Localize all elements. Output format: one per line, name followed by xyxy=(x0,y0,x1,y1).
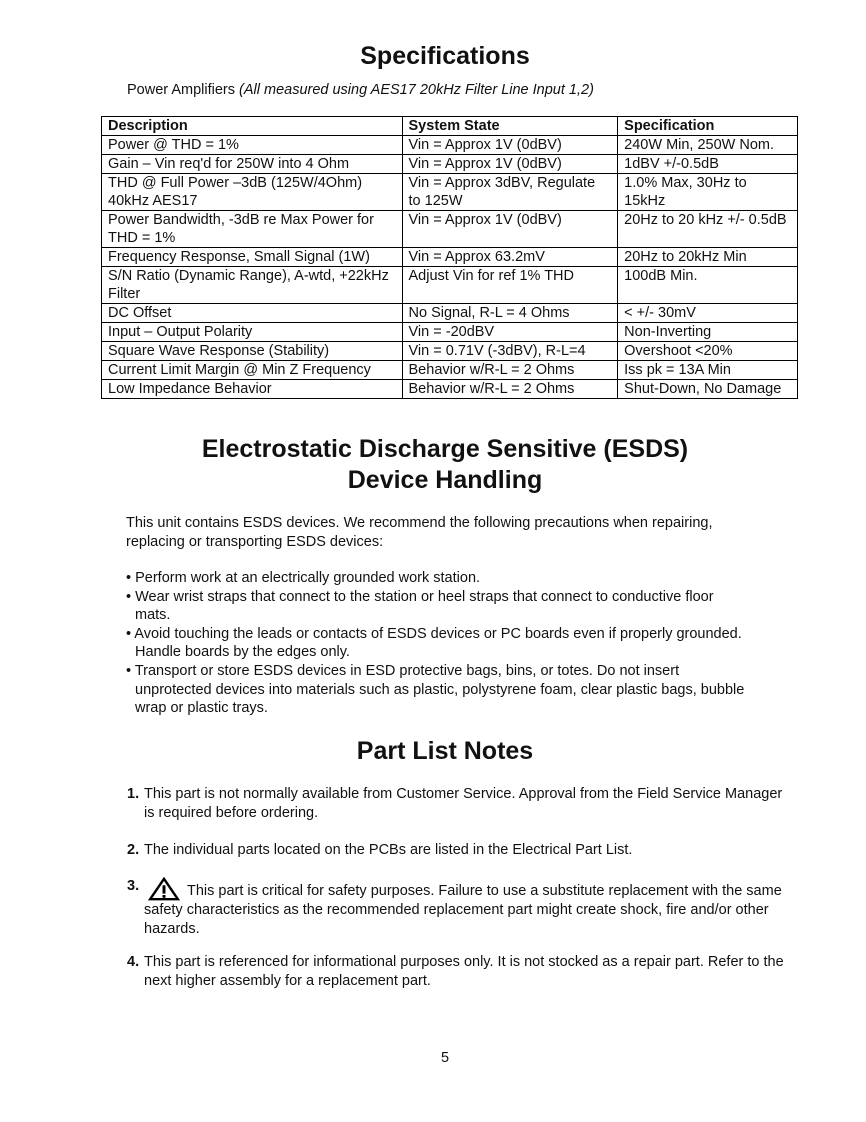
table-row xyxy=(102,323,798,342)
cell-description: Current Limit Margin @ Min Z Frequency xyxy=(102,361,403,380)
note-text: This part is critical for safety purposes. Failure to use a substitute replacement with the same safety characteristics as the recommended replacement part might create shock, fire and/or other hazards. xyxy=(144,883,782,937)
cell-system-state: Vin = Approx 1V (0dBV) xyxy=(402,211,618,248)
list-item: • Transport or store ESDS devices in ESD protective bags, bins, or totes. Do not insert unprotected devices into materials such as plastic, polystyrene foam, clear plastic bags, bubble wrap or plastic trays. xyxy=(126,662,745,717)
cell-specification: Shut-Down, No Damage xyxy=(618,380,798,399)
cell-specification: 1.0% Max, 30Hz to 15kHz xyxy=(618,174,798,211)
note-text-container xyxy=(127,877,792,939)
cell-system-state: Behavior w/R-L = 2 Ohms xyxy=(402,380,618,399)
note-item xyxy=(127,953,792,991)
cell-description: Gain – Vin req'd for 250W into 4 Ohm xyxy=(102,155,403,174)
cell-specification: 240W Min, 250W Nom. xyxy=(618,136,798,155)
list-item: • Wear wrist straps that connect to the station or heel straps that connect to conductive floor mats. xyxy=(126,588,714,624)
esds-title-line2: Device Handling xyxy=(347,466,543,494)
table-row xyxy=(102,304,798,323)
table-header-row xyxy=(102,117,798,136)
cell-description: DC Offset xyxy=(102,304,403,323)
note-item xyxy=(127,877,792,939)
esds-intro: This unit contains ESDS devices. We recommend the following precautions when repairing, replacing or transporting ESDS devices: xyxy=(126,515,713,550)
esds-title xyxy=(0,434,866,496)
cell-system-state: Vin = Approx 1V (0dBV) xyxy=(402,136,618,155)
part-list-notes-title: Part List Notes xyxy=(356,737,534,765)
note-text: The individual parts located on the PCBs are listed in the Electrical Part List. xyxy=(144,842,633,858)
subtitle-note: (All measured using AES17 20kHz Filter Line Input 1,2) xyxy=(239,82,594,98)
cell-specification: < +/- 30mV xyxy=(618,304,798,323)
cell-system-state: Adjust Vin for ref 1% THD xyxy=(402,267,618,304)
table-row xyxy=(102,380,798,399)
cell-system-state: Behavior w/R-L = 2 Ohms xyxy=(402,361,618,380)
list-item: • Perform work at an electrically grounded work station. xyxy=(126,570,481,586)
cell-system-state: Vin = 0.71V (-3dBV), R-L=4 xyxy=(402,342,618,361)
esds-title-line1: Electrostatic Discharge Sensitive (ESDS) xyxy=(201,435,689,463)
note-number: 3. xyxy=(127,878,140,894)
cell-description: Power @ THD = 1% xyxy=(102,136,403,155)
column-header-description: Description xyxy=(102,117,403,136)
esds-precautions-list xyxy=(126,569,751,718)
cell-system-state: Vin = Approx 63.2mV xyxy=(402,248,618,267)
cell-specification: 20Hz to 20kHz Min xyxy=(618,248,798,267)
specifications-table xyxy=(101,116,798,399)
cell-description: S/N Ratio (Dynamic Range), A-wtd, +22kHz Filter xyxy=(102,267,403,304)
table-row xyxy=(102,361,798,380)
list-item: • Avoid touching the leads or contacts of ESDS devices or PC boards even if properly grounded. Handle boards by the edges only. xyxy=(126,625,742,661)
cell-description: Low Impedance Behavior xyxy=(102,380,403,399)
cell-system-state: Vin = -20dBV xyxy=(402,323,618,342)
cell-specification: 1dBV +/-0.5dB xyxy=(618,155,798,174)
cell-system-state: Vin = Approx 1V (0dBV) xyxy=(402,155,618,174)
warning-icon xyxy=(147,877,181,901)
cell-system-state: No Signal, R-L = 4 Ohms xyxy=(402,304,618,323)
note-item xyxy=(127,785,792,823)
column-header-specification: Specification xyxy=(618,117,798,136)
table-row xyxy=(102,267,798,304)
cell-description: Frequency Response, Small Signal (1W) xyxy=(102,248,403,267)
cell-description: Input – Output Polarity xyxy=(102,323,403,342)
table-row xyxy=(102,248,798,267)
cell-specification: 20Hz to 20 kHz +/- 0.5dB xyxy=(618,211,798,248)
cell-specification: 100dB Min. xyxy=(618,267,798,304)
cell-specification: Iss pk = 13A Min xyxy=(618,361,798,380)
column-header-system-state: System State xyxy=(402,117,618,136)
note-number: 2. xyxy=(127,842,140,858)
subtitle-prefix: Power Amplifiers xyxy=(127,82,235,98)
table-row xyxy=(102,155,798,174)
cell-specification: Overshoot <20% xyxy=(618,342,798,361)
note-item xyxy=(127,841,792,860)
page-number: 5 xyxy=(440,1050,450,1066)
cell-description: THD @ Full Power –3dB (125W/4Ohm) 40kHz AES17 xyxy=(102,174,403,211)
cell-description: Power Bandwidth, -3dB re Max Power for THD = 1% xyxy=(102,211,403,248)
table-row xyxy=(102,136,798,155)
specifications-title: Specifications xyxy=(360,42,530,70)
cell-description: Square Wave Response (Stability) xyxy=(102,342,403,361)
note-text: This part is not normally available from Customer Service. Approval from the Field Service Manager is required before ordering. xyxy=(144,786,783,821)
note-text: This part is referenced for informational purposes only. It is not stocked as a repair part. Refer to the next higher assembly for a replacement part. xyxy=(144,954,784,989)
note-number: 4. xyxy=(127,954,140,970)
table-row xyxy=(102,342,798,361)
specifications-subtitle xyxy=(127,82,594,98)
table-row xyxy=(102,174,798,211)
note-number: 1. xyxy=(127,786,140,802)
table-row xyxy=(102,211,798,248)
cell-system-state: Vin = Approx 3dBV, Regulate to 125W xyxy=(402,174,618,211)
cell-specification: Non-Inverting xyxy=(618,323,798,342)
